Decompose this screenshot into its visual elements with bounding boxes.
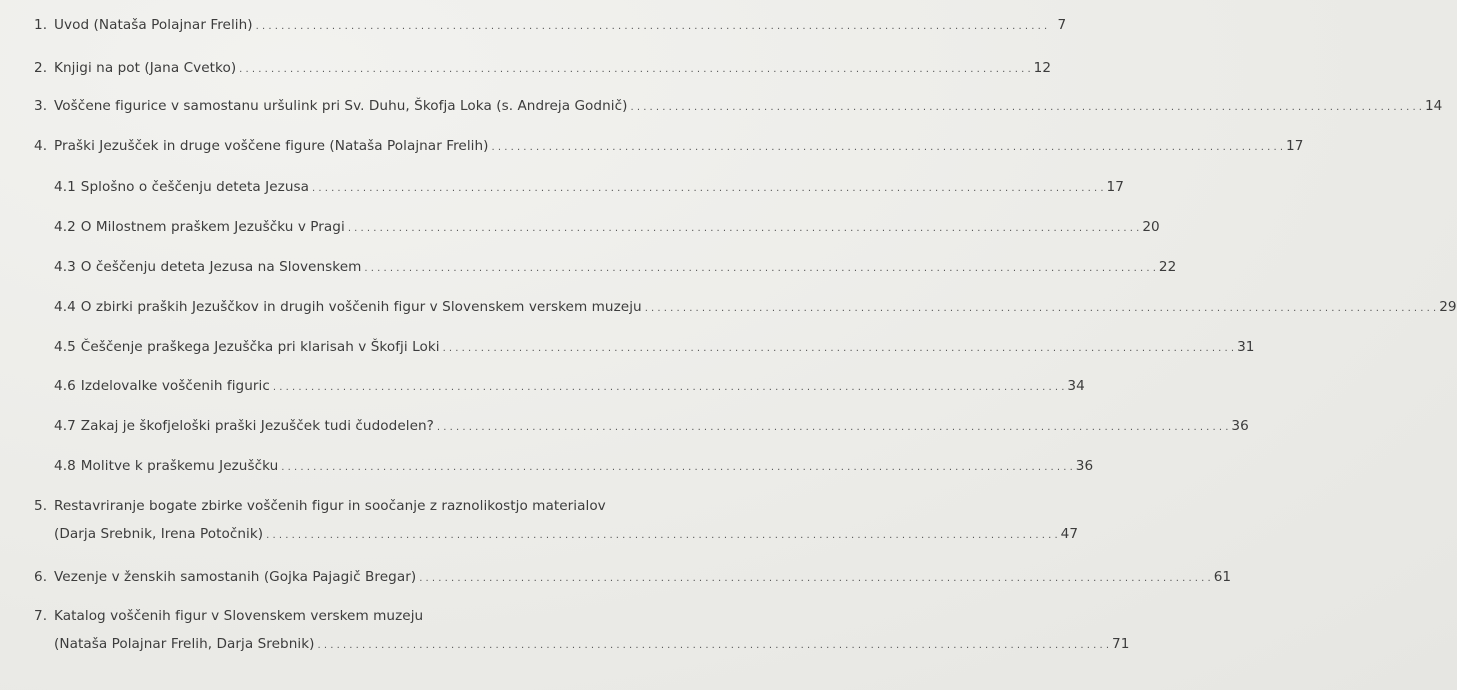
dot-leader xyxy=(266,524,1058,546)
dot-leader xyxy=(348,217,1140,239)
dot-leader xyxy=(645,297,1437,319)
dot-leader xyxy=(492,136,1284,158)
toc-entry-title: Izdelovalke voščenih figuric xyxy=(80,378,270,394)
toc-entry-number: 4. xyxy=(34,138,48,154)
dot-leader xyxy=(256,15,1048,37)
toc-entry-page: 17 xyxy=(1286,138,1304,154)
toc-entry-title: Vezenje v ženskih samostanih (Gojka Pajagič Bregar) xyxy=(54,569,417,585)
toc-entry-number: 4.5 xyxy=(54,339,76,355)
toc-entry-page: 22 xyxy=(1158,259,1177,275)
dot-leader xyxy=(318,634,1110,656)
toc-entry-title-continued: (Nataša Polajnar Frelih, Darja Srebnik) xyxy=(54,636,315,652)
toc-entry-page: 17 xyxy=(1106,179,1124,195)
toc-entry-4-4 xyxy=(54,297,1457,319)
toc-entry-page: 20 xyxy=(1142,219,1160,235)
toc-entry-title: Katalog voščenih figur v Slovenskem verskem muzeju xyxy=(54,608,424,624)
toc-entry-title: Molitve k praškemu Jezuščku xyxy=(80,458,279,474)
toc-entry-1 xyxy=(34,15,1067,37)
toc-entry-4-7 xyxy=(54,416,1249,438)
dot-leader xyxy=(437,416,1229,438)
toc-entry-number: 4.6 xyxy=(54,378,76,394)
toc-entry-4 xyxy=(34,136,1304,158)
toc-entry-title: Uvod (Nataša Polajnar Frelih) xyxy=(54,17,253,33)
toc-entry-title: O Milostnem praškem Jezuščku v Pragi xyxy=(80,219,345,235)
dot-leader xyxy=(364,257,1156,279)
toc-entry-title: O češčenju deteta Jezusa na Slovenskem xyxy=(80,259,362,275)
toc-entry-number: 4.1 xyxy=(54,179,76,195)
dot-leader xyxy=(630,96,1422,118)
toc-entry-7 xyxy=(34,606,1130,656)
toc-entry-page: 12 xyxy=(1033,60,1052,76)
toc-entry-number: 4.3 xyxy=(54,259,76,275)
toc-entry-number: 4.4 xyxy=(54,299,76,315)
toc-entry-4-1 xyxy=(54,177,1124,199)
toc-entry-number: 4.8 xyxy=(54,458,76,474)
toc-entry-number: 6. xyxy=(34,569,48,585)
toc-entry-4-3 xyxy=(54,257,1177,279)
toc-entry-title: Voščene figurice v samostanu uršulink pri Sv. Duhu, Škofja Loka (s. Andreja Godnič) xyxy=(54,98,628,114)
toc-entry-2 xyxy=(34,58,1052,80)
dot-leader xyxy=(419,567,1211,589)
dot-leader xyxy=(239,58,1031,80)
toc-entry-number: 1. xyxy=(34,17,48,33)
toc-entry-3 xyxy=(34,96,1443,118)
toc-entry-title: O zbirki praških Jezuščkov in drugih voščenih figur v Slovenskem verskem muzeju xyxy=(80,299,642,315)
toc-entry-title: Knjigi na pot (Jana Cvetko) xyxy=(54,60,237,76)
dot-leader xyxy=(273,376,1065,398)
dot-leader xyxy=(443,337,1235,359)
toc-entry-page: 34 xyxy=(1067,378,1085,394)
toc-entry-page: 36 xyxy=(1231,418,1249,434)
toc-entry-number: 4.2 xyxy=(54,219,76,235)
toc-entry-title: Zakaj je škofjeloški praški Jezušček tudi čudodelen? xyxy=(80,418,434,434)
toc-entry-number: 2. xyxy=(34,60,48,76)
toc-entry-title: Splošno o češčenju deteta Jezusa xyxy=(80,179,309,195)
toc-entry-title: Češčenje praškega Jezuščka pri klarisah v Škofji Loki xyxy=(80,339,440,355)
toc-entry-title: Praški Jezušček in druge voščene figure (Nataša Polajnar Frelih) xyxy=(54,138,489,154)
toc-entry-number: 3. xyxy=(34,98,48,114)
toc-entry-4-2 xyxy=(54,217,1160,239)
toc-entry-page: 31 xyxy=(1237,339,1255,355)
toc-entry-page: 47 xyxy=(1060,526,1079,542)
toc-entry-page: 7 xyxy=(1057,17,1067,33)
toc-entry-4-8 xyxy=(54,456,1094,478)
toc-entry-4-5 xyxy=(54,337,1255,359)
toc-entry-number: 5. xyxy=(34,498,48,514)
toc-entry-4-6 xyxy=(54,376,1085,398)
toc-entry-page: 29 xyxy=(1439,299,1457,315)
toc-entry-number: 7. xyxy=(34,608,48,624)
toc-entry-title: Restavriranje bogate zbirke voščenih figur in soočanje z raznolikostjo materialov xyxy=(54,498,606,514)
toc-entry-page: 36 xyxy=(1075,458,1094,474)
toc-entry-number: 4.7 xyxy=(54,418,76,434)
toc-entry-page: 71 xyxy=(1112,636,1130,652)
toc-entry-5 xyxy=(34,496,1079,546)
toc-entry-title-continued: (Darja Srebnik, Irena Potočnik) xyxy=(54,526,264,542)
toc-entry-page: 61 xyxy=(1213,569,1232,585)
toc-entry-6 xyxy=(34,567,1232,589)
dot-leader xyxy=(281,456,1073,478)
dot-leader xyxy=(312,177,1104,199)
toc-entry-page: 14 xyxy=(1424,98,1443,114)
